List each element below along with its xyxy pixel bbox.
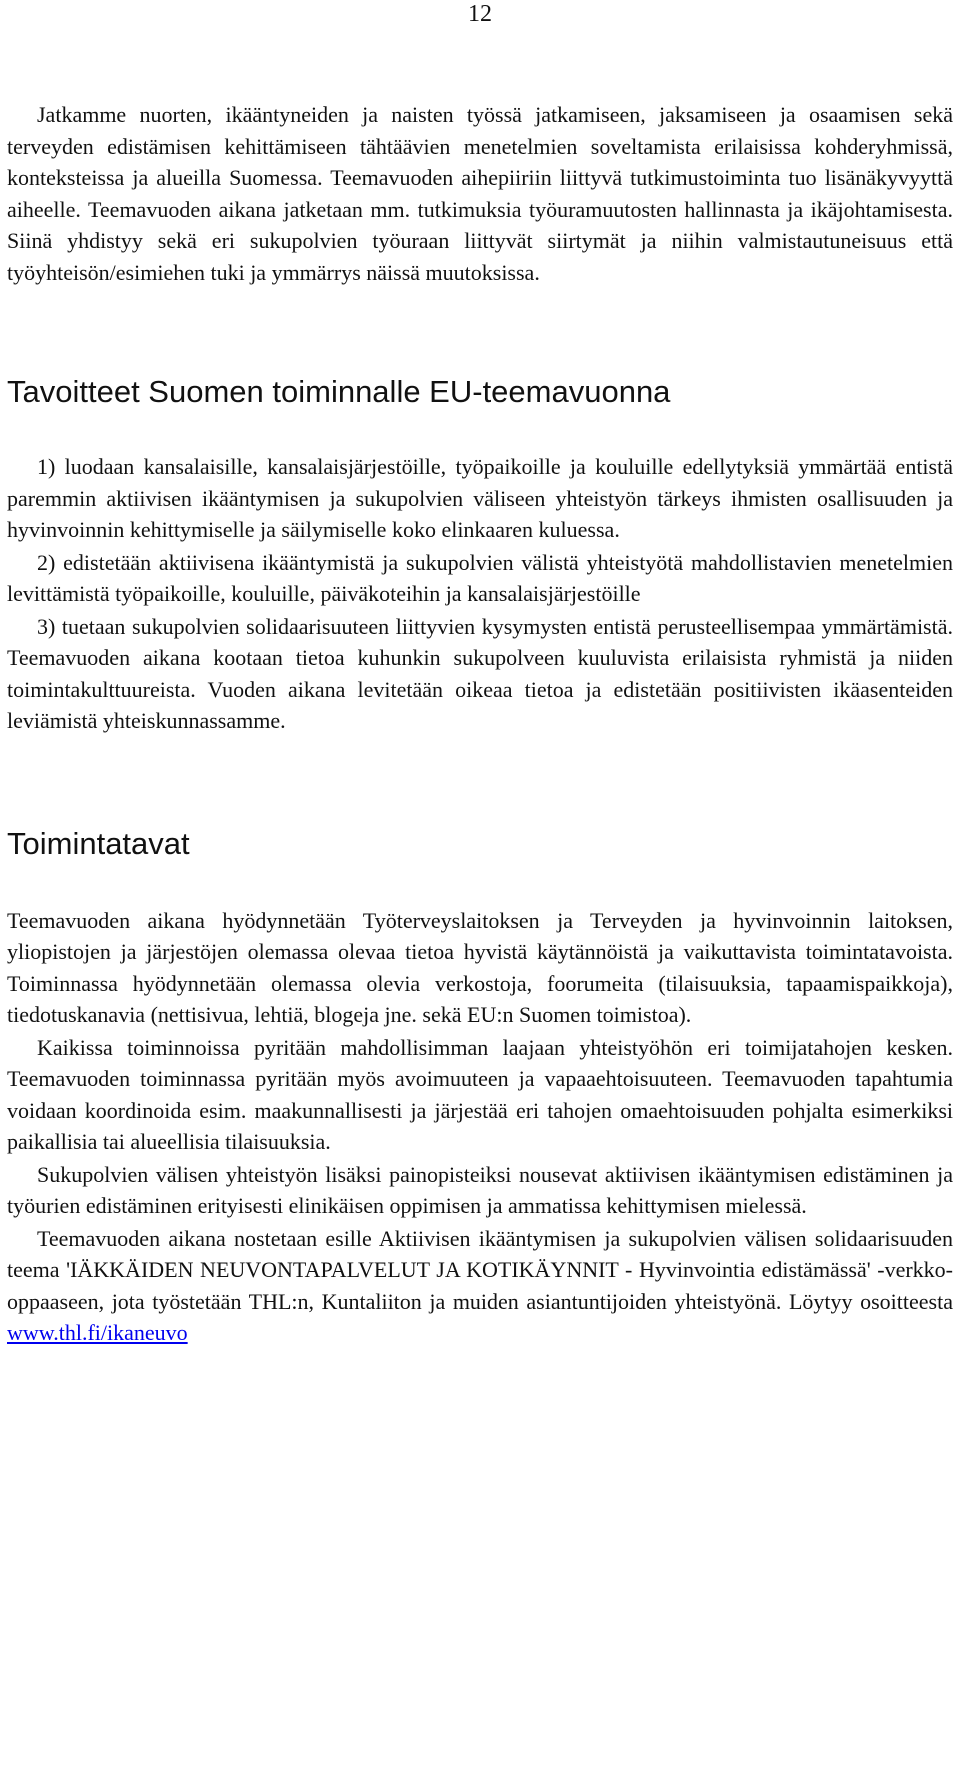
goal-item-2: 2) edistetään aktiivisena ikääntymistä ja sukupolvien välistä yhteistyötä mahdollistavien menetelmien levittämistä työpaikoille, kouluille, päiväkoteihin ja kansalaisjärjestöille <box>7 549 953 606</box>
page-number: 12 <box>468 1 492 27</box>
thl-ikaneuvo-link[interactable]: www.thl.fi/ikaneuvo <box>7 1320 188 1345</box>
document-body <box>7 99 953 1349</box>
methods-section <box>7 905 953 1349</box>
methods-paragraph-2: Kaikissa toiminnoissa pyritään mahdollisimman laajaan yhteistyöhön eri toimijatahojen kesken. Teemavuoden toiminnassa pyritään myös avoimuuteen ja vapaaehtoisuuteen. Teemavuoden tapahtumia voidaan koordinoida esim. maakunnallisesti ja järjestää eri tahojen omaehtoisuuden pohjalta esimerkiksi paikallisia tai alueellisia tilaisuuksia. <box>7 1034 953 1154</box>
methods-paragraph-4 <box>7 1223 953 1349</box>
intro-paragraph: Jatkamme nuorten, ikääntyneiden ja naisten työssä jatkamiseen, jaksamiseen ja osaamisen sekä terveyden edistämisen kehittämiseen tähtäävien menetelmien soveltamista erilaisissa kohderyhmissä, konteksteissa ja alueilla Suomessa. Teemavuoden aihepiiriin liittyvä tutkimustoiminta tuo lisänäkyvyyttä aiheelle. Teemavuoden aikana jatketaan mm. tutkimuksia työuramuutosten hallinnasta ja ikäjohtamisesta. Siinä yhdistyy sekä eri sukupolvien työuraan liittyvät siirtymät ja niihin valmistautuneisuus että työyhteisön/esimiehen tuki ja ymmärrys näissä muutoksissa. <box>7 102 953 285</box>
methods-paragraph-3: Sukupolvien välisen yhteistyön lisäksi painopisteiksi nousevat aktiivisen ikääntymisen edistäminen ja työurien edistäminen erityisesti elinikäisen oppimisen ja ammatissa kehittymisen mielessä. <box>7 1161 953 1218</box>
goals-heading: Tavoitteet Suomen toiminnalle EU-teemavuonna <box>7 374 671 409</box>
goal-item-3: 3) tuetaan sukupolvien solidaarisuuteen liittyvien kysymysten entistä perusteellisempaa ymmärtämistä. Teemavuoden aikana kootaan tietoa kuhunkin sukupolveen kuuluvista erilaisista ryhmistä ja niiden toimintakulttuureista. Vuoden aikana levitetään oikeaa tietoa ja edistetään positiivisten ikäasenteiden leviämistä yhteiskunnassamme. <box>7 613 953 733</box>
methods-paragraph-1: Teemavuoden aikana hyödynnetään Työterveyslaitoksen ja Terveyden ja hyvinvoinnin laitoksen, yliopistojen ja järjestöjen olemassa olevaa tietoa hyvistä käytännöistä ja vaikuttavista toimintatavoista. Toiminnassa hyödynnetään olemassa olevia verkostoja, foorumeita (tilaisuuksia, tapaamispaikkoja), tiedotuskanavia (nettisivua, lehtiä, blogeja jne. sekä EU:n Suomen toimistoa). <box>7 907 953 1027</box>
goals-list <box>7 451 953 737</box>
methods-paragraph-4-text: Teemavuoden aikana nostetaan esille Aktiivisen ikääntymisen ja sukupolvien välisen solidaarisuuden teema 'IÄKKÄIDEN NEUVONTAPALVELUT JA KOTIKÄYNNIT - Hyvinvointia edistämässä' -verkko-oppaaseen, jota työstetään THL:n, Kuntaliiton ja muiden asiantuntijoiden yhteistyönä. Löytyy osoitteesta <box>7 1225 953 1314</box>
methods-heading: Toimintatavat <box>7 825 190 861</box>
goal-item-1: 1) luodaan kansalaisille, kansalaisjärjestöille, työpaikoille ja kouluille edellytyksiä ymmärtää entistä paremmin aktiivisen ikääntymisen ja sukupolvien väliseen yhteistyön tärkeys ihmisten osallisuuden ja hyvinvoinnin kehittymiselle ja säilymiselle koko elinkaaren kuluessa. <box>7 454 953 542</box>
